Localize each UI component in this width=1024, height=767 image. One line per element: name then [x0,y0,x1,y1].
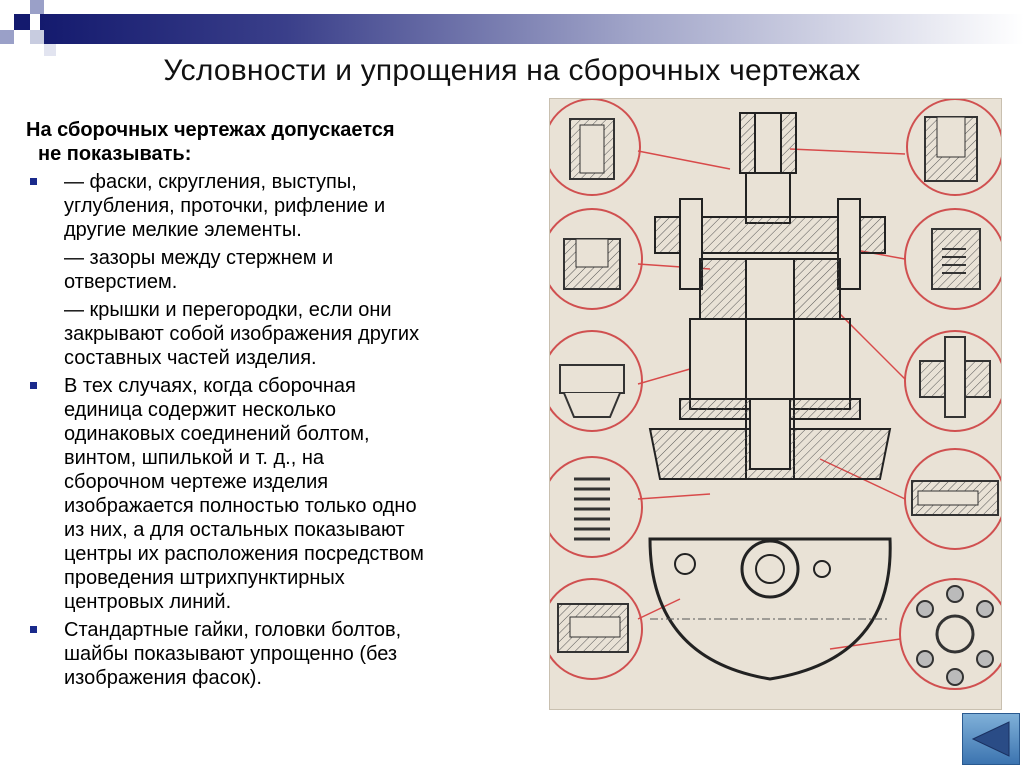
list-item-line: сборочном чертеже изделия [64,471,329,493]
list-item-line: изображается полностью только одно [64,495,417,517]
header-square [30,0,44,14]
list-item [26,618,536,690]
list-item [26,170,536,242]
header-decoration [0,0,1024,60]
list-item [26,246,536,294]
slide-title: Условности и упрощения на сборочных чертежах [163,54,861,87]
list-item-line: отверстием. [64,271,178,293]
assembly-drawing [550,99,1001,709]
header-square [14,14,30,30]
list-item-line: из них, а для остальных показывают [64,519,405,541]
list-item-line: одинаковых соединений болтом, [64,423,370,445]
list-item-line: углубления, проточки, рифление и [64,195,386,217]
bullet-list [26,170,536,690]
list-item-line: — зазоры между стержнем и [64,247,334,269]
back-arrow-icon [963,714,1019,764]
bullet-marker [30,626,37,633]
assembly-drawing-image [549,98,1002,710]
list-item-line: центровых линий. [64,591,232,613]
slide-text [26,118,536,694]
list-item-line: Стандартные гайки, головки болтов, [64,619,402,641]
list-item-line: В тех случаях, когда сборочная [64,375,356,397]
list-item [26,298,536,370]
list-item-line: составных частей изделия. [64,347,317,369]
list-item [26,374,536,614]
lead-line: не показывать: [38,143,192,165]
lead-heading [26,118,536,166]
back-button[interactable] [962,713,1020,765]
header-gradient-band [40,14,1024,44]
bullet-marker [30,178,37,185]
list-item-line: центры их расположения посредством [64,543,424,565]
list-item-line: изображения фасок). [64,667,262,689]
list-item-line: винтом, шпилькой и т. д., на [64,447,325,469]
list-item-line: другие мелкие элементы. [64,219,302,241]
list-item-line: единица содержит несколько [64,399,336,421]
bullet-marker [30,382,37,389]
header-square [30,30,44,44]
list-item-line: проведения штрихпунктирных [64,567,345,589]
list-item-line: — фаски, скругления, выступы, [64,171,357,193]
header-square [0,30,14,44]
list-item-line: закрывают собой изображения других [64,323,420,345]
lead-line: На сборочных чертежах допускается [26,119,395,141]
list-item-line: — крышки и перегородки, если они [64,299,392,321]
list-item-line: шайбы показывают упрощенно (без [64,643,398,665]
